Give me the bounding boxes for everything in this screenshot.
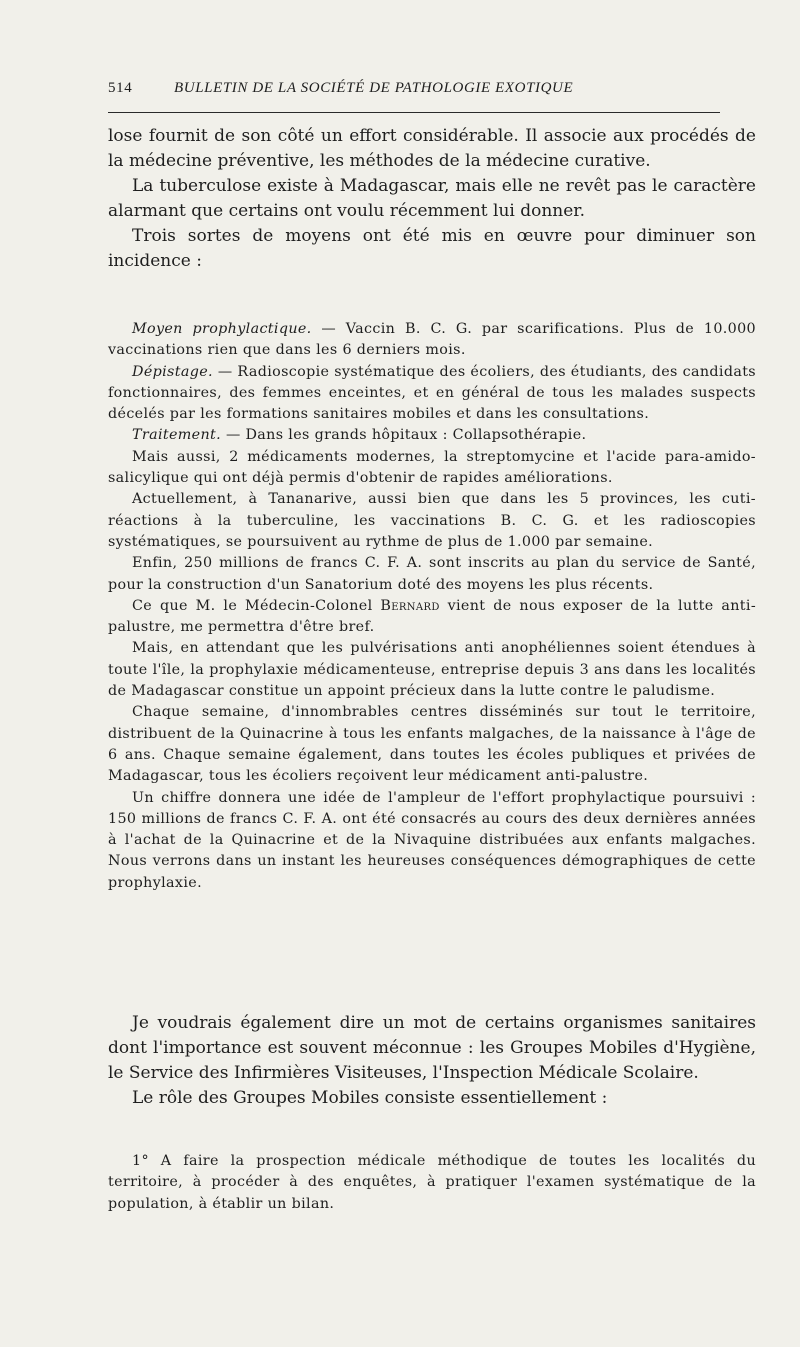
measure-text: — Radioscopie systématique des écoliers, des étudiants, des candidats fonctionnaires, des femmes enceintes, et en général de tous les malades suspects décelés par les formations sanitaires mobiles et dans les consultations. (108, 363, 756, 423)
organismes-section (108, 1011, 756, 1111)
measure-text: — Dans les grands hôpitaux : Collapsothérapie. (221, 427, 587, 444)
measure-label: Dépistage. (132, 363, 213, 380)
paragraph-chiffre: Un chiffre donnera une idée de l'ampleur de l'effort prophylactique poursuivi : 150 millions de francs C. F. A. ont été consacrés au cours des deux dernières années à l'achat de la Quinacrine et de la Nivaquine distribuées aux enfants malgaches. Nous verrons dans un instant les heureuses conséquences démographiques de cette prophylaxie. (108, 789, 756, 891)
page-header (108, 80, 720, 102)
measures-section (108, 319, 756, 894)
paragraph-chaque-semaine: Chaque semaine, d'innombrables centres disséminés sur tout le territoire, distribuent de la Quinacrine à tous les enfants malgaches, de la naissance à l'âge de 6 ans. Chaque semaine également, dans toutes les écoles publiques et privées de Madagascar, tous les écoliers reçoivent leur médicament anti-palustre. (108, 704, 756, 785)
paragraph-role: Le rôle des Groupes Mobiles consiste essentiellement : (132, 1088, 608, 1108)
running-title: BULLETIN DE LA SOCIÉTÉ DE PATHOLOGIE EXOTIQUE (174, 80, 574, 96)
paragraph-enfin: Enfin, 250 millions de francs C. F. A. sont inscrits au plan du service de Santé, pour la construction d'un Sanatorium doté des moyens les plus récents. (108, 555, 756, 593)
measure-traitement (108, 425, 756, 446)
header-rule (108, 112, 720, 113)
measure-depistage (108, 362, 756, 426)
page-number: 514 (108, 80, 133, 96)
measure-label: Moyen prophylactique. (132, 321, 312, 337)
paragraph-pulverisations: Mais, en attendant que les pulvérisations anti anophéliennes soient étendues à toute l'île, la prophylaxie médicamenteuse, entreprise depuis 3 ans dans les localités de Madagascar constitue un appoint précieux dans la lutte contre le paludisme. (108, 640, 756, 700)
paragraph-trois-sortes: Trois sortes de moyens ont été mis en œuvre pour diminuer son incidence : (108, 226, 756, 271)
paragraph-bernard: Ce que M. le Médecin-Colonel Bernard vient de nous exposer de la lutte anti-palustre, me permettra d'être bref. (108, 597, 757, 636)
paragraph-medicaments: Mais aussi, 2 médicaments modernes, la streptomycine et l'acide para-amido-salicylique qui ont déjà permis d'obtenir de rapides améliorations. (108, 448, 756, 487)
author-name: Bernard (380, 597, 440, 614)
paragraph-actuellement: Actuellement, à Tananarive, aussi bien que dans les 5 provinces, les cuti-réactions à la tuberculine, les vaccinations B. C. G. et les radioscopies systématiques, se poursuivent au rythme de plus de 1.000 par semaine. (108, 491, 756, 550)
measure-label: Traitement. (132, 427, 222, 444)
paragraph-organismes: Je voudrais également dire un mot de certains organismes sanitaires dont l'importance est souvent méconnue : les Groupes Mobiles d'Hygiène, le Service des Infirmières Visiteuses, l'Inspection Médicale Scolaire. (108, 1013, 756, 1083)
paragraph-tuberculose: La tuberculose existe à Madagascar, mais elle ne revêt pas le caractère alarmant que certains ont voulu récemment lui donner. (108, 176, 756, 221)
list-item-1: 1° A faire la prospection médicale méthodique de toutes les localités du territoire, à procéder à des enquêtes, à pratiquer l'examen systématique de la population, à établir un bilan. (108, 1153, 756, 1212)
intro-section (108, 124, 756, 274)
list-section (108, 1151, 756, 1215)
paragraph-continuation: lose fournit de son côté un effort considérable. Il associe aux procédés de la médecine préventive, les méthodes de la médecine curative. (108, 126, 756, 171)
measure-prophylactique (108, 319, 756, 362)
measure-text: — Vaccin B. C. G. par scarifications. Plus de 10.000 vaccinations rien que dans les 6 derniers mois. (108, 321, 756, 359)
